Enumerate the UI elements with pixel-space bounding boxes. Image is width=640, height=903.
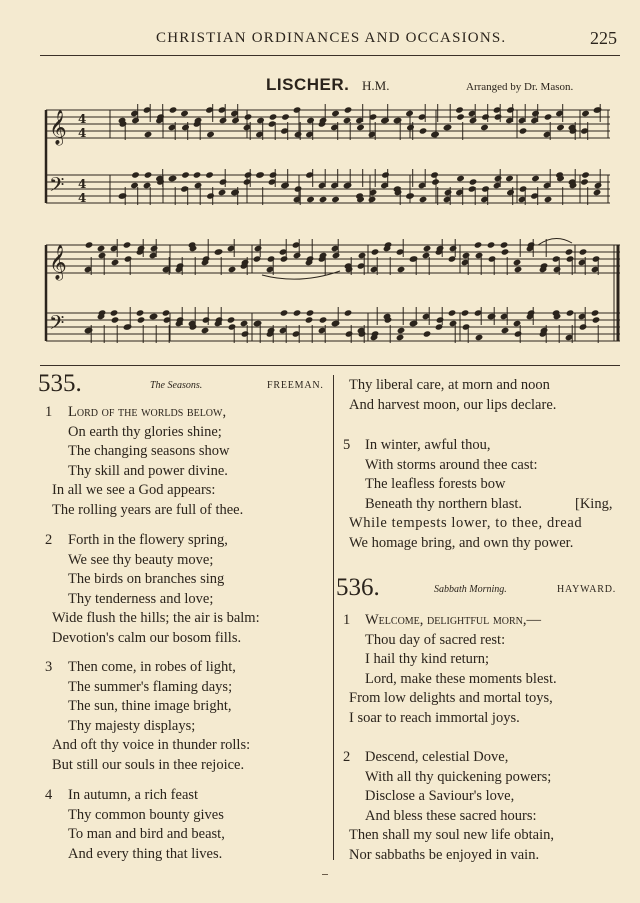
note-head [293, 106, 302, 113]
verse-line: With all thy quickening powers; [365, 768, 552, 785]
note-head [227, 316, 236, 323]
verse-line: I soar to reach immortal joys. [349, 710, 520, 726]
note-head [371, 248, 380, 255]
verse-line: The birds on branches sing [68, 571, 225, 588]
music-score [0, 95, 640, 365]
note-head [475, 252, 484, 259]
note-head [519, 185, 528, 192]
note-head [513, 259, 522, 266]
verse-line: And every thing that lives. [68, 845, 223, 862]
note-head [501, 248, 510, 255]
note-head [488, 313, 497, 320]
note-head [131, 171, 140, 178]
note-head [305, 316, 314, 323]
verse-line: While tempests lower, to thee, dread [349, 515, 583, 532]
note-head [494, 175, 503, 182]
verse-line: Nor sabbaths be enjoyed in vain. [349, 847, 540, 863]
note-head [381, 117, 390, 124]
verse-line: I hail thy kind return; [365, 651, 490, 668]
verse-line: Welcome, delightful morn,— [365, 612, 542, 628]
note-head [405, 110, 414, 117]
page-number: 225 [590, 28, 617, 48]
note-head [455, 106, 464, 113]
note-head [110, 309, 119, 316]
verse-line: The summer's flaming days; [68, 678, 233, 695]
note-head [566, 309, 575, 316]
note-head [294, 131, 303, 138]
note-head [368, 196, 377, 203]
note-head [215, 248, 224, 255]
note-head [244, 113, 253, 120]
verse-line: The rolling years are full of thee. [52, 502, 244, 518]
note-head [306, 196, 315, 203]
hymn-535-heading [38, 370, 328, 396]
note-head [475, 334, 484, 341]
note-head [119, 192, 128, 199]
note-head [332, 252, 341, 259]
note-head [481, 113, 490, 120]
note-head [267, 255, 276, 262]
note-head [448, 309, 457, 316]
note-head [169, 106, 178, 113]
verse-line: In autumn, a rich feast [68, 787, 199, 803]
note-head [306, 117, 315, 124]
note-head [594, 182, 603, 189]
note-head [474, 241, 483, 248]
verse-line: Lord of the worlds below, [68, 404, 227, 420]
bass-clef: 𝄢 [49, 311, 65, 339]
note-head [169, 175, 178, 182]
note-head [194, 182, 203, 189]
note-head [436, 316, 445, 323]
note-head [219, 178, 228, 185]
verse-line: Forth in the flowery spring, [68, 532, 228, 548]
note-head [494, 113, 503, 120]
verse-line: In winter, awful thou, [365, 437, 491, 453]
note-head [293, 252, 302, 259]
verse-line: The leafless forests bow [365, 476, 506, 493]
note-head [431, 131, 440, 138]
note-head [397, 266, 406, 273]
note-head [444, 124, 453, 131]
note-head [544, 196, 553, 203]
page-header [0, 28, 640, 54]
verse-number: 2 [45, 532, 53, 548]
note-head [591, 309, 600, 316]
note-head [481, 185, 490, 192]
verse-line: Descend, celestial Dove, [365, 749, 509, 765]
running-title: CHRISTIAN ORDINANCES AND OCCASIONS. [156, 30, 507, 46]
note-head [480, 124, 489, 131]
note-head [256, 117, 265, 124]
note-head [488, 255, 497, 262]
verse-line: To man and bird and beast, [68, 826, 225, 843]
note-head [581, 110, 590, 117]
note-head [580, 178, 589, 185]
hymn-number: 536. [336, 574, 380, 601]
note-head [111, 316, 120, 323]
note-head [419, 196, 428, 203]
time-signature: 4 [78, 177, 87, 191]
verse-line: Disclose a Saviour's love, [365, 788, 515, 805]
note-head [254, 320, 263, 327]
verse-line: But still our souls in thee rejoice. [52, 757, 245, 773]
tune-meter: H.M. [362, 78, 390, 93]
note-head [345, 330, 354, 337]
treble-clef: 𝄞 [49, 245, 67, 280]
verse-line-carryover: [King, [575, 495, 613, 512]
note-head [406, 124, 415, 131]
note-head [131, 117, 140, 124]
note-head [144, 171, 153, 178]
verse-line: Beneath thy northern blast. [365, 495, 523, 512]
note-head [592, 316, 601, 323]
note-head [254, 245, 263, 252]
note-head [231, 117, 240, 124]
bass-clef: 𝄢 [49, 173, 65, 201]
note-head [556, 124, 565, 131]
note-head [193, 171, 202, 178]
note-head [228, 266, 237, 273]
note-head [344, 106, 353, 113]
note-head [202, 316, 211, 323]
note-head [505, 175, 514, 182]
note-head [501, 327, 510, 334]
verse-line: Lord, make these moments blest. [365, 670, 557, 687]
note-head [593, 189, 602, 196]
verse-line: And bless these sacred hours: [365, 807, 537, 824]
verse-line: We homage bring, and own thy power. [349, 535, 574, 551]
note-head [294, 185, 303, 192]
slur [538, 238, 572, 245]
note-head [293, 309, 302, 316]
note-head [97, 245, 106, 252]
note-head [280, 309, 289, 316]
note-head [456, 113, 465, 120]
verse-line: The sun, thine image bright, [68, 698, 232, 715]
verse-line: In all we see a God appears: [52, 482, 216, 499]
note-head [228, 323, 237, 330]
verse-number: 1 [343, 612, 351, 628]
note-head [381, 171, 390, 178]
verse-line: Thou day of sacred rest: [365, 631, 506, 648]
note-head [500, 241, 509, 248]
note-head [519, 127, 528, 134]
note-head [111, 259, 120, 266]
treble-clef: 𝄞 [49, 110, 67, 145]
note-head [581, 171, 590, 178]
note-head [137, 316, 146, 323]
verse-line: Wide flush the hills; the air is balm: [52, 610, 260, 627]
note-head [356, 124, 365, 131]
verse-line: With storms around thee cast: [365, 456, 538, 473]
verse-line: Thy majesty displays; [68, 717, 196, 734]
note-head [449, 320, 458, 327]
note-head [231, 189, 240, 196]
note-head [461, 309, 470, 316]
note-head [514, 266, 523, 273]
note-head [219, 117, 228, 124]
note-head [410, 255, 419, 262]
verse-line: Then come, in robes of light, [68, 659, 236, 675]
footer-mark [322, 874, 328, 875]
note-head [205, 171, 214, 178]
note-head [244, 171, 253, 178]
note-head [431, 178, 440, 185]
verse-line: Devotion's calm our bosom fills. [52, 630, 242, 646]
hymn-subject: Sabbath Morning. [434, 584, 507, 595]
note-head [98, 252, 107, 259]
note-head [394, 117, 403, 124]
note-head [281, 182, 290, 189]
note-head [419, 127, 428, 134]
note-head [85, 241, 94, 248]
verse-line: From low delights and mortal toys, [349, 690, 553, 707]
note-head [256, 171, 265, 178]
time-signature: 4 [78, 112, 87, 126]
note-head [269, 171, 278, 178]
tune-arranger: Arranged by Dr. Mason. [466, 81, 574, 93]
note-head [531, 110, 540, 117]
note-head [206, 131, 215, 138]
verse-line: The changing seasons show [68, 443, 230, 460]
hymn-author: FREEMAN. [267, 380, 324, 391]
note-head [218, 189, 227, 196]
note-head [397, 327, 406, 334]
note-head [331, 110, 340, 117]
note-head [514, 330, 523, 337]
note-head [280, 255, 289, 262]
verse-number: 4 [45, 787, 53, 803]
note-head [319, 196, 328, 203]
note-head [579, 323, 588, 330]
hymn-subject: The Seasons. [150, 380, 203, 391]
verse-line: And oft thy voice in thunder rolls: [52, 737, 251, 754]
verse-line: Then shall my soul new life obtain, [349, 827, 554, 844]
note-head [144, 131, 153, 138]
column-divider [333, 375, 334, 860]
verse-line: Thy common bounty gives [68, 806, 224, 823]
note-head [544, 113, 553, 120]
note-head [181, 171, 190, 178]
note-head [344, 309, 353, 316]
verse-number: 2 [343, 749, 351, 765]
note-head [181, 124, 190, 131]
note-head [579, 248, 588, 255]
note-head [358, 252, 367, 259]
hymn-536-heading [336, 574, 626, 600]
note-head [430, 171, 439, 178]
verse-number: 5 [343, 437, 351, 453]
note-head [506, 189, 515, 196]
note-head [331, 196, 340, 203]
note-head [162, 309, 171, 316]
verse-line: We see thy beauty move; [68, 551, 214, 568]
note-head [462, 252, 471, 259]
note-head [565, 248, 574, 255]
note-head [241, 330, 250, 337]
verse-line: Thy liberal care, at morn and noon [349, 377, 550, 393]
note-head [506, 106, 515, 113]
note-head [566, 255, 575, 262]
note-head [150, 245, 159, 252]
note-head [592, 255, 601, 262]
hymn-number: 535. [38, 370, 82, 397]
time-signature: 4 [78, 191, 87, 205]
note-head [410, 320, 419, 327]
note-head [124, 323, 133, 330]
note-head [281, 113, 290, 120]
note-head [531, 175, 540, 182]
note-head [594, 106, 603, 113]
note-head [150, 313, 159, 320]
time-signature: 4 [78, 126, 87, 140]
note-head [396, 334, 405, 341]
note-head [487, 241, 496, 248]
note-head [469, 178, 478, 185]
note-head [206, 192, 215, 199]
hymn-author: HAYWARD. [557, 584, 617, 595]
note-head [180, 110, 189, 117]
note-head [124, 255, 133, 262]
verse-line: Thy skill and power divine. [68, 462, 228, 479]
note-head [456, 175, 465, 182]
note-head [462, 323, 471, 330]
note-head [423, 245, 432, 252]
note-head [469, 117, 478, 124]
verse-line: Thy tenderness and love; [68, 590, 214, 607]
tune-name: LISCHER. [266, 75, 350, 94]
verse-line: On earth thy glories shine; [68, 423, 222, 440]
note-head [406, 192, 415, 199]
note-head [449, 245, 458, 252]
note-head [85, 327, 94, 334]
note-head [269, 113, 278, 120]
verse-number: 1 [45, 404, 53, 420]
note-head [553, 266, 562, 273]
music-rule [40, 365, 620, 366]
verse-line: And harvest moon, our lips declare. [349, 397, 557, 413]
note-head [201, 327, 210, 334]
header-rule [40, 55, 620, 56]
note-head [319, 316, 328, 323]
note-head [332, 320, 341, 327]
note-head [136, 309, 145, 316]
note-head [306, 309, 315, 316]
note-head [344, 182, 353, 189]
verse-number: 3 [45, 659, 53, 675]
note-head [444, 189, 453, 196]
note-head [423, 330, 432, 337]
note-head [123, 241, 132, 248]
